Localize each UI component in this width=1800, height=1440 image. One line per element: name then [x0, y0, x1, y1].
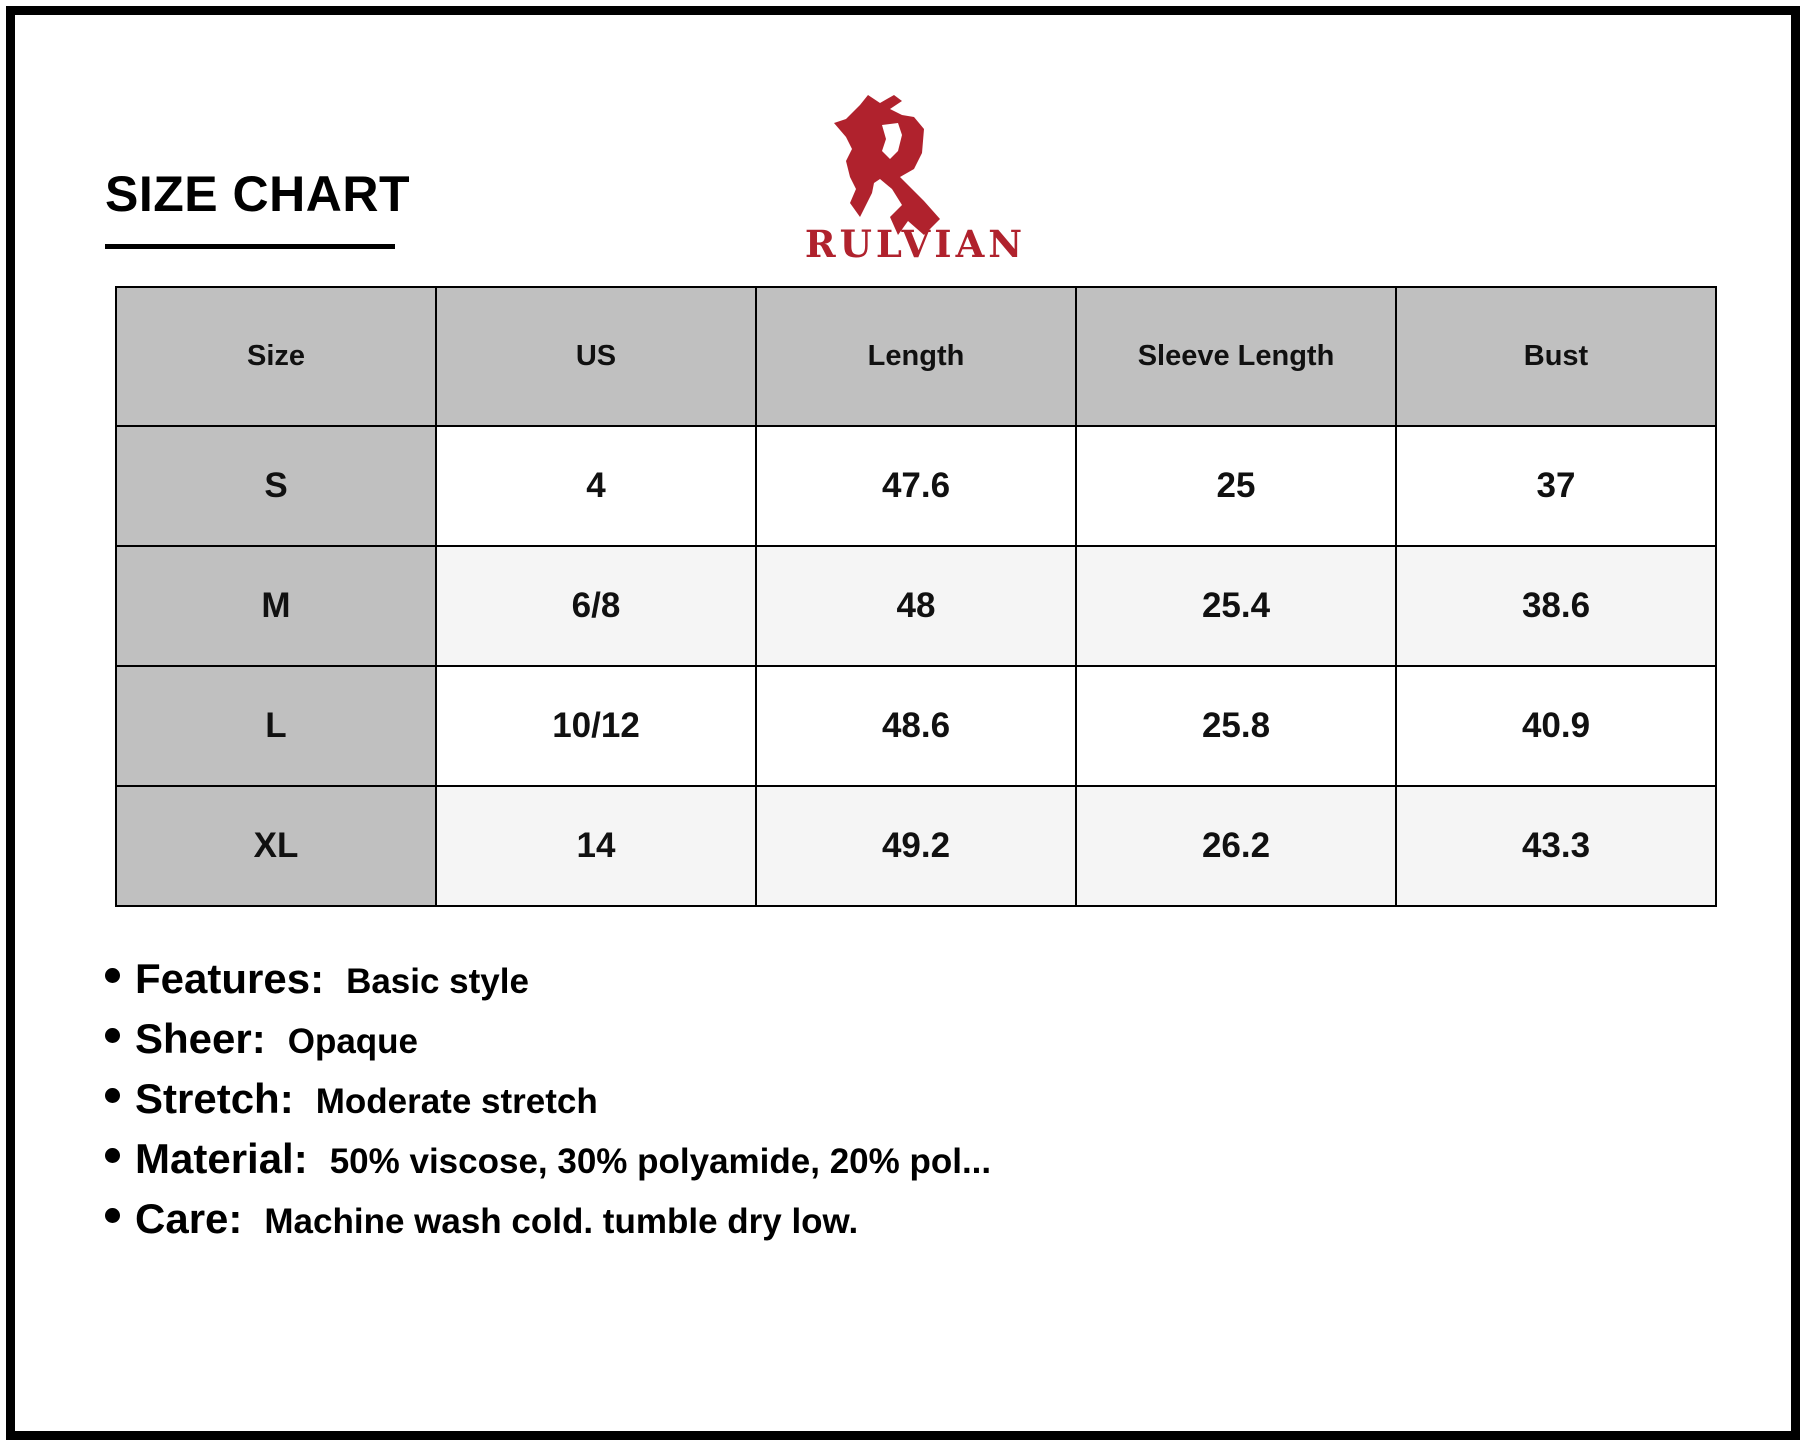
header-sleeve-length: Sleeve Length [1076, 287, 1396, 426]
spec-care [105, 1190, 1605, 1250]
bullet-icon [105, 1088, 120, 1103]
spec-stretch [105, 1070, 1605, 1130]
spec-value: Machine wash cold. tumble dry low. [264, 1202, 859, 1241]
table-cell-length: 48 [756, 546, 1076, 666]
spec-material [105, 1130, 1605, 1190]
brand-name: RULVIAN [804, 222, 1027, 266]
page-title: SIZE CHART [105, 166, 410, 222]
spec-label: Sheer: [135, 1015, 266, 1062]
table-cell-size: XL [116, 786, 436, 906]
size-chart-table [115, 286, 1717, 907]
table-cell-sleeve-length: 25.8 [1076, 666, 1396, 786]
spec-value: Opaque [287, 1022, 419, 1061]
table-cell-size: L [116, 666, 436, 786]
header-bust: Bust [1396, 287, 1716, 426]
header-us: US [436, 287, 756, 426]
bullet-icon [105, 1148, 120, 1163]
table-cell-sleeve-length: 26.2 [1076, 786, 1396, 906]
spec-label: Material: [135, 1135, 308, 1182]
table-row [116, 666, 1716, 786]
table-cell-length: 48.6 [756, 666, 1076, 786]
product-specs [105, 950, 1605, 1250]
table-cell-bust: 37 [1396, 426, 1716, 546]
page-frame [6, 6, 1800, 1440]
bullet-icon [105, 1208, 120, 1223]
table-cell-length: 49.2 [756, 786, 1076, 906]
table-header-row [116, 287, 1716, 426]
table-cell-length: 47.6 [756, 426, 1076, 546]
table-row [116, 546, 1716, 666]
table-row [116, 786, 1716, 906]
spec-value: Basic style [346, 962, 529, 1001]
table-cell-bust: 38.6 [1396, 546, 1716, 666]
spec-label: Features: [135, 955, 325, 1002]
table-cell-sleeve-length: 25 [1076, 426, 1396, 546]
table-cell-us: 10/12 [436, 666, 756, 786]
bullet-icon [105, 968, 120, 983]
spec-value: Moderate stretch [315, 1082, 598, 1121]
spec-label: Stretch: [135, 1075, 294, 1122]
spec-label: Care: [135, 1195, 243, 1242]
spec-features [105, 950, 1605, 1010]
table-row [116, 426, 1716, 546]
table-cell-us: 6/8 [436, 546, 756, 666]
header-length: Length [756, 287, 1076, 426]
table-cell-us: 4 [436, 426, 756, 546]
table-cell-bust: 40.9 [1396, 666, 1716, 786]
spec-sheer [105, 1010, 1605, 1070]
table-cell-size: S [116, 426, 436, 546]
table-cell-us: 14 [436, 786, 756, 906]
bullet-icon [105, 1028, 120, 1043]
table-cell-sleeve-length: 25.4 [1076, 546, 1396, 666]
table-cell-size: M [116, 546, 436, 666]
title-underline [105, 244, 395, 249]
table-cell-bust: 43.3 [1396, 786, 1716, 906]
header-size: Size [116, 287, 436, 426]
spec-value: 50% viscose, 30% polyamide, 20% pol... [329, 1142, 992, 1181]
